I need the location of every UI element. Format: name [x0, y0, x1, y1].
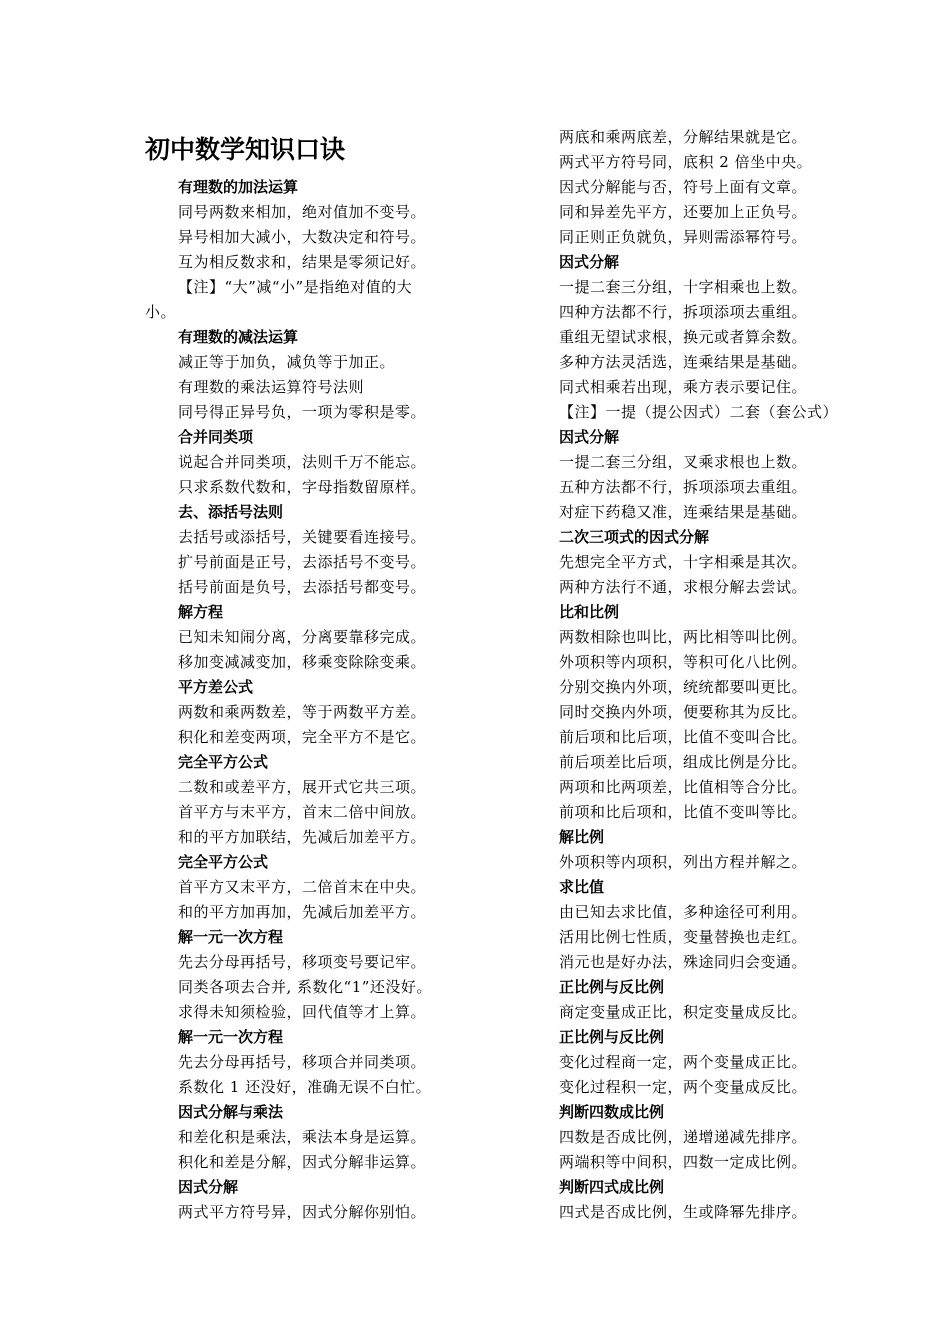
verse-line: 四式是否成比例，生或降幂先排序。: [559, 1203, 808, 1221]
verse-line: 减正等于加负，减负等于加正。: [178, 353, 396, 371]
section-heading: 求比值: [559, 878, 605, 896]
verse-line: 由已知去求比值，多种途径可利用。: [559, 903, 808, 921]
verse-line: 先想完全平方式，十字相乘是其次。: [559, 553, 808, 571]
section-heading: 二次三项式的因式分解: [559, 528, 710, 546]
verse-line: 同类各项去合并, 系数化“1”还没好。: [178, 978, 432, 996]
verse-line: 两底和乘两底差，分解结果就是它。: [559, 128, 808, 146]
verse-line: 活用比例七性质，变量替换也走红。: [559, 928, 808, 946]
section-heading: 解比例: [559, 828, 605, 846]
section-heading: 解方程: [178, 603, 224, 621]
section-heading: 平方差公式: [178, 678, 254, 696]
verse-line: 商定变量成正比，积定变量成反比。: [559, 1003, 808, 1021]
verse-line: 求得未知须检验，回代值等才上算。: [178, 1003, 427, 1021]
verse-line: 首平方与末平方，首末二倍中间放。: [178, 803, 427, 821]
verse-line: 扩号前面是正号，去添括号不变号。: [178, 553, 427, 571]
verse-line: 有理数的乘法运算符号法则: [178, 378, 365, 396]
section-heading: 有理数的减法运算: [178, 328, 299, 346]
verse-line: 同和异差先平方，还要加上正负号。: [559, 203, 808, 221]
section-heading: 去、添括号法则: [178, 503, 284, 521]
verse-line: 变化过程商一定，两个变量成正比。: [559, 1053, 808, 1071]
verse-line: 同号两数来相加，绝对值加不变号。: [178, 203, 427, 221]
section-heading: 正比例与反比例: [559, 978, 665, 996]
section-heading: 正比例与反比例: [559, 1028, 665, 1046]
verse-line: 同号得正异号负，一项为零积是零。: [178, 403, 427, 421]
verse-line: 四种方法都不行，拆项添项去重组。: [559, 303, 808, 321]
verse-line: 两数和乘两数差，等于两数平方差。: [178, 703, 427, 721]
verse-line: 和的平方加再加，先减后加差平方。: [178, 903, 427, 921]
verse-line: 首平方又末平方，二倍首末在中央。: [178, 878, 427, 896]
verse-line: 互为相反数求和，结果是零须记好。: [178, 253, 427, 271]
verse-line: 先去分母再括号，移项合并同类项。: [178, 1053, 427, 1071]
section-heading: 合并同类项: [178, 428, 254, 446]
verse-line: 两数相除也叫比，两比相等叫比例。: [559, 628, 808, 646]
verse-line: 说起合并同类项，法则千万不能忘。: [178, 453, 427, 471]
verse-line: 积化和差变两项，完全平方不是它。: [178, 728, 427, 746]
section-heading: 因式分解: [559, 428, 620, 446]
section-heading: 判断四数成比例: [559, 1103, 665, 1121]
verse-line: 多种方法灵活选，连乘结果是基础。: [559, 353, 808, 371]
verse-line: 移加变减减变加，移乘变除除变乘。: [178, 653, 427, 671]
verse-line: 对症下药稳又准，连乘结果是基础。: [559, 503, 808, 521]
section-heading: 有理数的加法运算: [178, 178, 299, 196]
section-heading: 完全平方公式: [178, 753, 269, 771]
verse-line: 前后项和比后项，比值不变叫合比。: [559, 728, 808, 746]
verse-line: 因式分解能与否，符号上面有文章。: [559, 178, 808, 196]
verse-line: 变化过程积一定，两个变量成反比。: [559, 1078, 808, 1096]
verse-line: 积化和差是分解，因式分解非运算。: [178, 1153, 427, 1171]
verse-line: 和的平方加联结，先减后加差平方。: [178, 828, 427, 846]
verse-line: 两项和比两项差，比值相等合分比。: [559, 778, 808, 796]
verse-line: 重组无望试求根，换元或者算余数。: [559, 328, 808, 346]
verse-line: 先去分母再括号，移项变号要记牢。: [178, 953, 427, 971]
section-heading: 解一元一次方程: [178, 928, 284, 946]
verse-line: 括号前面是负号，去添括号都变号。: [178, 578, 427, 596]
verse-line: 同式相乘若出现，乘方表示要记住。: [559, 378, 808, 396]
verse-line: 一提二套三分组，叉乘求根也上数。: [559, 453, 808, 471]
left-column: [145, 125, 465, 1225]
verse-line: 前项和比后项和，比值不变叫等比。: [559, 803, 808, 821]
verse-line: 四数是否成比例，递增递减先排序。: [559, 1128, 808, 1146]
verse-line: 只求系数代数和，字母指数留原样。: [178, 478, 427, 496]
verse-line: 两式平方符号同，底积 2 倍坐中央。: [559, 153, 813, 171]
section-heading: 判断四式成比例: [559, 1178, 665, 1196]
verse-line: 五种方法都不行，拆项添项去重组。: [559, 478, 808, 496]
verse-line: 小。: [145, 303, 177, 321]
page-title: 初中数学知识口诀: [145, 135, 346, 164]
verse-line: 前后项差比后项，组成比例是分比。: [559, 753, 808, 771]
verse-line: 消元也是好办法，殊途同归会变通。: [559, 953, 808, 971]
section-heading: 因式分解: [178, 1178, 239, 1196]
verse-line: 外项积等内项积，列出方程并解之。: [559, 853, 808, 871]
verse-line: 【注】“大”减“小”是指绝对值的大: [178, 278, 413, 296]
section-heading: 完全平方公式: [178, 853, 269, 871]
right-column: [526, 125, 839, 1225]
verse-line: 【注】一提（提公因式）二套（套公式）: [559, 403, 839, 421]
section-heading: 比和比例: [559, 603, 620, 621]
verse-line: 二数和或差平方，展开式它共三项。: [178, 778, 427, 796]
verse-line: 同时交换内外项，便要称其为反比。: [559, 703, 808, 721]
verse-line: 异号相加大减小，大数决定和符号。: [178, 228, 427, 246]
section-heading: 因式分解: [559, 253, 620, 271]
verse-line: 两端积等中间积，四数一定成比例。: [559, 1153, 808, 1171]
verse-line: 一提二套三分组，十字相乘也上数。: [559, 278, 808, 296]
verse-line: 同正则正负就负，异则需添幂符号。: [559, 228, 808, 246]
verse-line: 外项积等内项积，等积可化八比例。: [559, 653, 808, 671]
verse-line: 两式平方符号异，因式分解你别怕。: [178, 1203, 427, 1221]
verse-line: 分别交换内外项，统统都要叫更比。: [559, 678, 808, 696]
verse-line: 已知未知闹分离，分离要靠移完成。: [178, 628, 427, 646]
verse-line: 去括号或添括号，关键要看连接号。: [178, 528, 427, 546]
verse-line: 和差化积是乘法，乘法本身是运算。: [178, 1128, 427, 1146]
section-heading: 因式分解与乘法: [178, 1103, 284, 1121]
section-heading: 解一元一次方程: [178, 1028, 284, 1046]
verse-line: 两种方法行不通，求根分解去尝试。: [559, 578, 808, 596]
verse-line: 系数化 1 还没好，准确无误不白忙。: [178, 1078, 432, 1096]
